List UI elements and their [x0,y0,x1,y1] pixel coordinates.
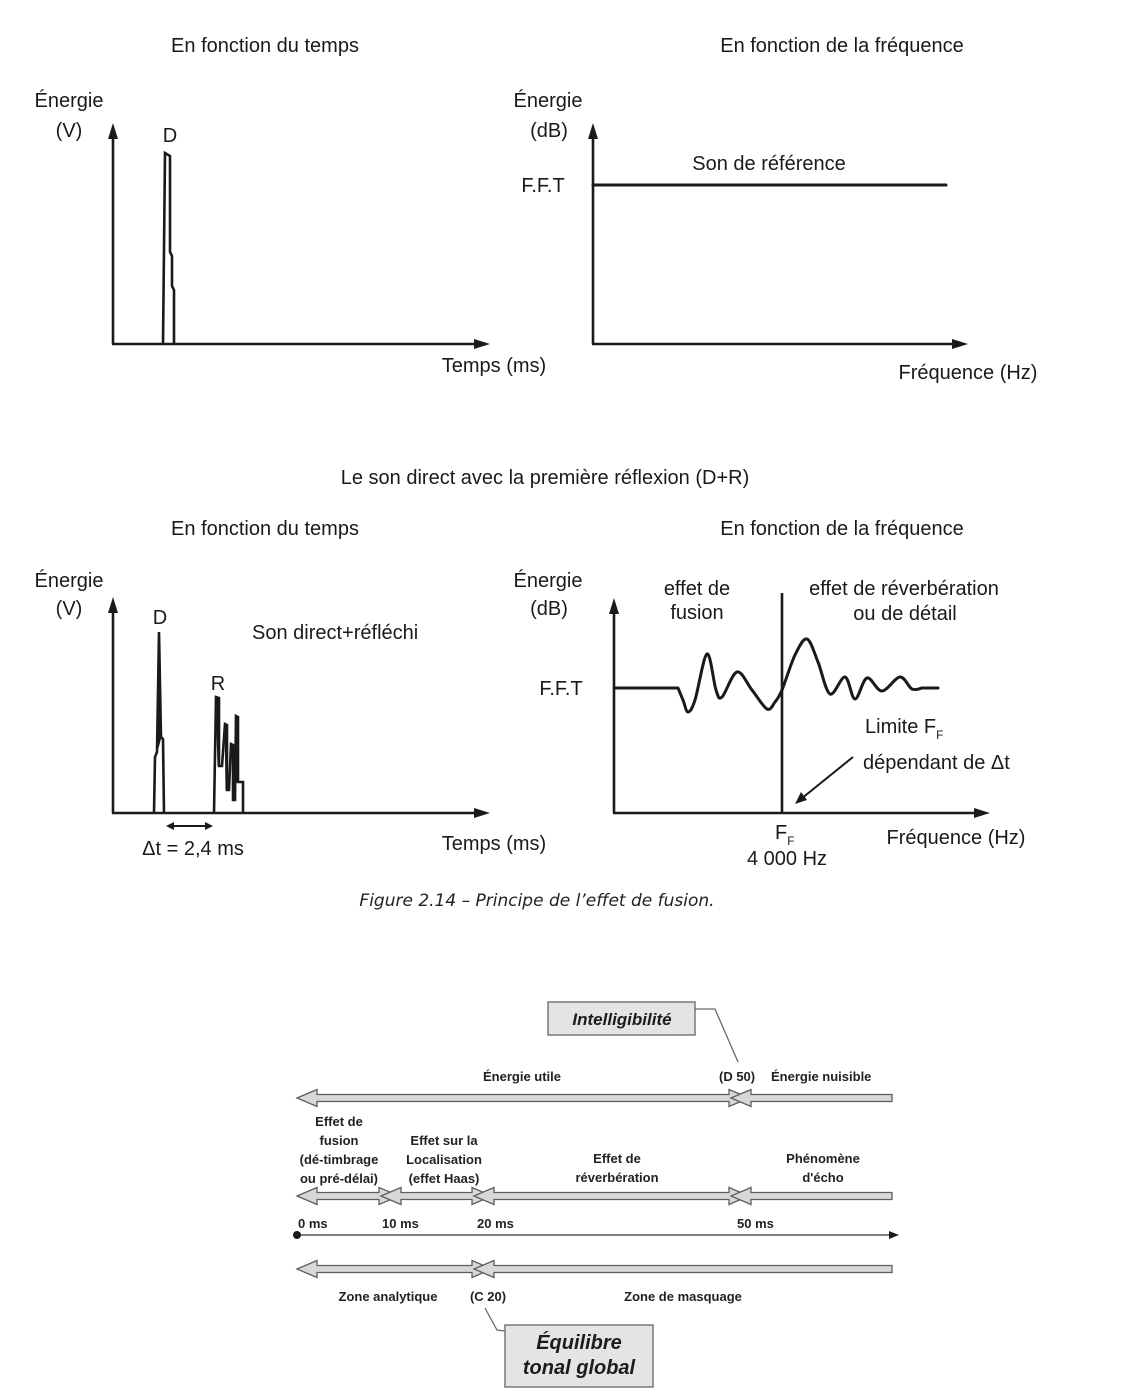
panel-title: En fonction du temps [171,35,359,57]
panel-title: En fonction de la fréquence [720,35,964,57]
effect-label-line: Phénomène [786,1151,860,1166]
effect-localisation-label [406,1133,482,1186]
panel-title: En fonction de la fréquence [720,518,964,540]
direct-peak-label: D [152,607,168,629]
c20-label: (C 20) [469,1289,507,1304]
x-axis-label: Temps (ms) [441,833,547,855]
effect-label-line: Localisation [406,1152,482,1167]
y-axis-label: Énergie [513,570,583,592]
cutoff-symbol-main: F [775,822,788,844]
intelligibility-label: Intelligibilité [572,1010,672,1029]
analytic-zone-label: Zone analytique [338,1289,438,1304]
time-origin-dot [293,1231,301,1239]
direct-peak-label: D [162,125,178,147]
fft-level-label: F.F.T [539,678,583,700]
effect-label-line: Effet de [315,1114,363,1129]
effect-label-line: Effet de [593,1151,641,1166]
effect-label-line: d'écho [802,1170,844,1185]
masking-zone-label: Zone de masquage [624,1289,742,1304]
fusion-effect-label-line1: effet de [663,578,731,600]
reference-curve-label: Son de référence [692,153,846,175]
tick-label-10ms: 10 ms [382,1216,419,1231]
effect-label-line: fusion [319,1133,359,1148]
limit-label-subscript: F [936,728,944,742]
combined-curve-label: Son direct+réfléchi [252,622,419,644]
figure-caption: Figure 2.14 – Principe de l’effet de fusion. [359,891,715,911]
y-axis-unit: (V) [55,598,83,620]
panel-title: En fonction du temps [171,518,359,540]
y-axis-label: Énergie [34,90,104,112]
effect-label-line: ou pré-délai) [299,1171,379,1186]
d50-label: (D 50) [719,1069,756,1084]
x-axis-label: Temps (ms) [441,355,547,377]
y-axis-label: Énergie [34,570,104,592]
effect-label-line: Effet sur la [410,1133,478,1148]
limit-description: dépendant de Δt [863,752,1010,774]
fft-level-label: F.F.T [521,175,565,197]
x-axis-label: Fréquence (Hz) [886,827,1026,849]
y-axis-unit: (dB) [530,120,568,142]
section-title: Le son direct avec la première réflexion (D+R) [340,467,750,489]
delay-label: Δt = 2,4 ms [142,838,244,860]
reverb-effect-label-line1: effet de réverbération [809,578,999,600]
reverb-effect-label-line2: ou de détail [853,603,957,625]
y-axis-unit: (V) [55,120,83,142]
fusion-effect-label-line2: fusion [670,602,724,624]
effect-label-line: (effet Haas) [408,1171,480,1186]
y-axis-unit: (dB) [530,598,568,620]
tick-label-50ms: 50 ms [737,1216,774,1231]
cutoff-symbol-subscript: F [787,834,795,848]
cutoff-value: 4 000 Hz [746,848,828,870]
tick-label-0ms: 0 ms [298,1216,328,1231]
tick-label-20ms: 20 ms [477,1216,514,1231]
tonal-balance-label-line1: Équilibre [536,1332,622,1354]
x-axis-label: Fréquence (Hz) [898,362,1038,384]
y-axis-label: Énergie [513,90,583,112]
harmful-energy-label: Énergie nuisible [771,1069,872,1084]
effect-label-line: (dé-timbrage [299,1152,379,1167]
limit-label-main: Limite F [865,716,937,738]
effect-label-line: réverbération [575,1170,659,1185]
useful-energy-label: Énergie utile [482,1069,562,1084]
reflection-peak-label: R [210,673,226,695]
tonal-balance-label-line2: tonal global [522,1357,636,1379]
